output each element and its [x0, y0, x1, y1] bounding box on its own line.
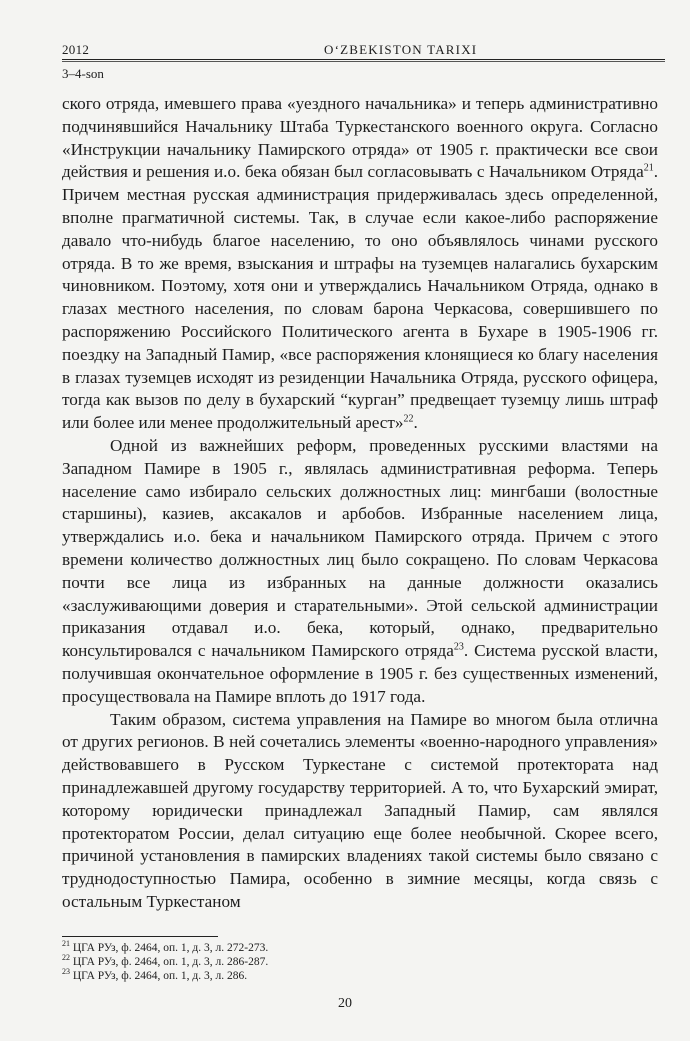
paragraph-text: ского отряда, имевшего права «уездного начальника» и теперь административно подчинявшийся Начальнику Штаба Туркестанского военного округа. Согласно «Инструкции начальнику Памирского отряда» от 1905 г. практически все свои действия и решения и.о. бека обязан был согласовывать с Начальником Отряда: [62, 94, 658, 182]
paragraph-1: [62, 93, 658, 435]
footnote-text: ЦГА РУз, ф. 2464, оп. 1, д. 3, л. 286-287.: [72, 956, 269, 969]
paragraph-2: [62, 435, 658, 709]
footnote: [62, 941, 462, 955]
paragraph-text: Одной из важнейших реформ, проведенных русскими властями на Западном Памире в 1905 г., являлась административная реформа. Теперь население само избирало сельских должностных лиц: мингбаши (волостные старшины), казиев, аксакалов и арбобов. Избранные населением лица, утверждались и.о. бека и начальником Памирского отряда. Причем с этого времени количество должностных лиц было сокращено. По словам Черкасова почти все лица из избранных на данные должности оказались «заслуживающими доверия и старательными». Этой сельской администрации приказания отдавал и.о. бека, который, однако, предварительно консультировался с начальником Памирского отряда: [62, 435, 658, 661]
footnote-ref-23: 23: [453, 641, 464, 653]
issue-number: 3–4-son: [62, 66, 104, 81]
header-rule: [62, 59, 665, 60]
footnote-text: ЦГА РУз, ф. 2464, оп. 1, д. 3, л. 286.: [72, 970, 248, 983]
footnote-number: 23: [62, 967, 70, 977]
header-rule-secondary: [62, 61, 665, 62]
footnote: [62, 955, 462, 969]
article-body: [62, 93, 658, 914]
footnote: [62, 969, 462, 983]
running-header: [62, 40, 665, 60]
paragraph-text: . Система русской власти, получившая окончательное оформление в 1905 г. без существенных изменений, просуществовала на Памире вплоть до 1917 года.: [62, 641, 658, 706]
header-year: 2012: [62, 42, 90, 57]
footnote-separator: [62, 936, 218, 937]
footnote-number: 21: [62, 939, 70, 949]
paragraph-text: Таким образом, система управления на Памире во многом была отлична от других регионов. В ней сочетались элементы «военно-народного управления» действовавшего в Русском Туркестане с системой протектората над принадлежавшей другому государству территорией. А то, что Бухарский эмират, которому юридически принадлежал Западный Памир, сам являлся протекторатом России, делал ситуацию еще более необычной. Скорее всего, причиной установления в памирских владениях такой системы было связано с труднодоступностью Памира, особенно в зимние месяцы, когда связь с остальным Туркестаном: [62, 709, 658, 911]
paragraph-text: .: [413, 413, 418, 433]
page-number: 20: [338, 996, 352, 1011]
paragraph-3: [62, 709, 658, 914]
footnote-ref-21: 21: [643, 162, 654, 174]
footnotes: [62, 941, 462, 984]
footnote-text: ЦГА РУз, ф. 2464, оп. 1, д. 3, л. 272-273.: [72, 942, 269, 954]
footnote-ref-22: 22: [403, 413, 414, 425]
paragraph-text: . Причем местная русская администрация придерживалась здесь определенной, вполне прагматичной системы. Так, в случае если какое-либо распоряжение давало что-нибудь благое населению, то оно объявлялось чинами русского отряда. В то же время, взыскания и штрафы на туземцев налагались бухарским чиновником. Поэтому, хотя они и утверждались Начальником Отряда, однако в глазах местного населения, по словам барона Черкасова, совершившего по распоряжению Российского Политического агента в Бухаре в 1905-1906 гг. поездку на Западный Памир, «все распоряжения клонящиеся ко благу населения в глазах туземцев исходят из резиденции Начальника Отряда, русского офицера, тогда как вызов по делу в бухарский “курган” предвещает туземцу лишь штраф или более или менее продолжительный арест»: [62, 162, 658, 433]
journal-title: O‘ZBEKISTON TARIXI: [324, 42, 478, 57]
footnote-number: 22: [62, 953, 70, 963]
